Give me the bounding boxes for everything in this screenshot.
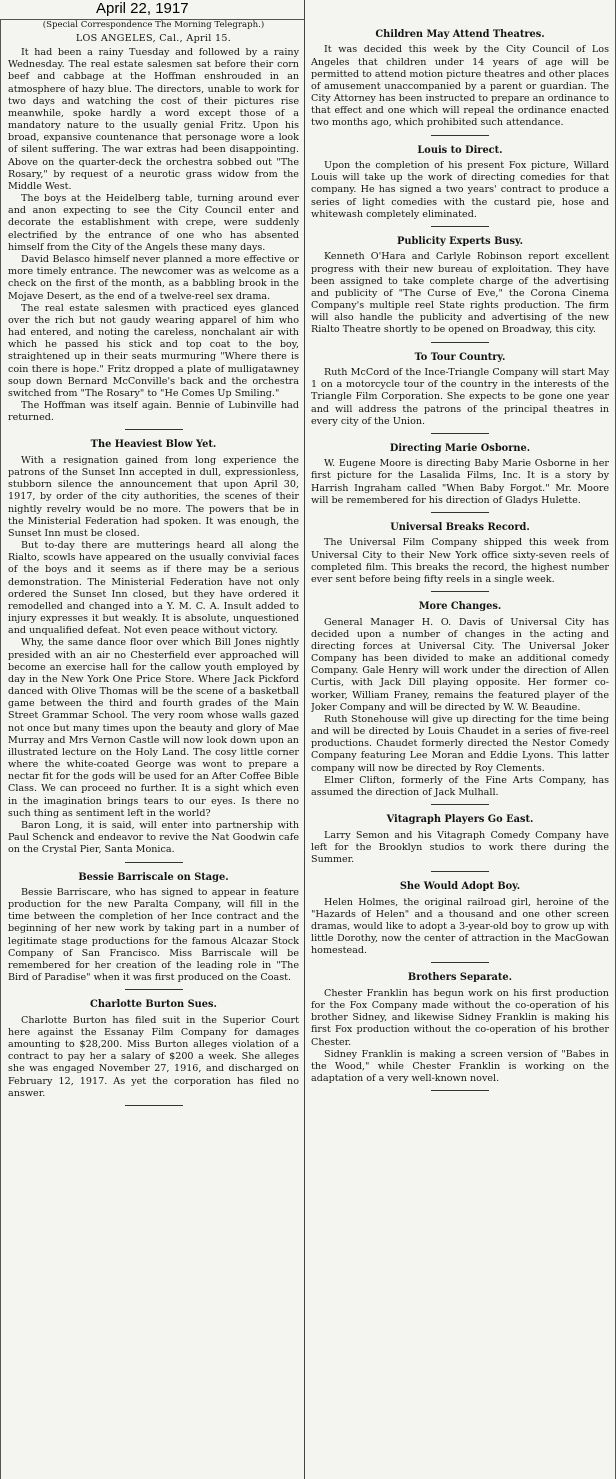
- article-brothers-separate: [311, 972, 609, 1091]
- article-separator: [431, 226, 489, 227]
- article-heading: She Would Adopt Boy.: [399, 881, 521, 893]
- article-separator: [125, 862, 183, 863]
- dateline: LOS ANGELES, Cal., April 15.: [75, 32, 232, 44]
- article-she-would-adopt-boy: [311, 881, 609, 963]
- article-children-may-attend-theatres: [311, 29, 609, 136]
- left-articles: [8, 47, 299, 1106]
- article-heading: Bessie Barriscale on Stage.: [78, 871, 229, 883]
- article-separator: [431, 135, 489, 136]
- article-heading: Charlotte Burton Sues.: [90, 999, 217, 1011]
- article-paragraph: It had been a rainy Tuesday and followed by a rainy Wednesday. The real estate salesmen sat before their corn beef and cabbage at the Hoffman enshrouded in an atmosphere of hazy blue. The directors, unable to work for two days and watching the cost of their pictures rise meanwhile, spoke hardly a word except those of a mandatory nature to the usually genial Fritz. Upon his broad, expansive countenance that personage wore a look of silent suffering. The war extras had been disappointing. Above on the quarter-deck the orchestra sobbed out "The Rosary," by request of a neurotic grass widow from the Middle West.: [8, 47, 299, 192]
- article-paragraph: David Belasco himself never planned a more effective or more timely entrance. The newcomer was as welcome as a check on the first of the month, as a babbling brook in the Mojave Desert, as the end of a twelve-reel sex drama.: [8, 254, 299, 302]
- article-heading: The Heaviest Blow Yet.: [90, 439, 217, 451]
- left-column: [8, 20, 299, 1475]
- article-heading: Universal Breaks Record.: [390, 522, 530, 533]
- article-separator: [431, 591, 489, 592]
- byline: (Special Correspondence The Morning Telegraph.): [42, 20, 265, 30]
- article-paragraph: Upon the completion of his present Fox picture, Willard Louis will take up the work of directing comedies for that company. He has signed a two years' contract to produce a series of light comedies with the custard pie, hose and whitewash completely eliminated.: [311, 160, 609, 220]
- article-separator: [431, 433, 489, 434]
- right-column: [311, 20, 609, 1475]
- article-separator: [431, 342, 489, 343]
- article-universal-breaks-record: [311, 522, 609, 592]
- article-paragraph: With a resignation gained from long experience the patrons of the Sunset Inn accepted in dull, expressionless, stubborn silence the announcement that upon April 30, 1917, by order of the city authorities, the scenes of their nightly revelry would be no more. The powers that be in the Ministerial Federation had spoken. It was enough, the Sunset Inn must be closed.: [8, 454, 299, 539]
- article-heading: Brothers Separate.: [407, 972, 513, 984]
- article-paragraph: The boys at the Heidelberg table, turning around ever and anon expecting to see the City Council enter and decorate the establishment with crepe, were suddenly electrified by the entrance of one who has absented himself from the City of the Angels these many days.: [8, 193, 299, 253]
- article-bessie-barriscale-on-stage: [8, 872, 299, 991]
- article-paragraph: Larry Semon and his Vitagraph Comedy Company have left for the Brooklyn studios to work there during the Summer.: [311, 829, 609, 865]
- article-paragraph: W. Eugene Moore is directing Baby Marie Osborne in her first picture for the Lasalida Films, Inc. It is a story by Harrish Ingraham called "When Baby Forgot." Mr. Moore will be remembered for his direction of Gladys Hulette.: [311, 458, 609, 506]
- article-more-changes: [311, 601, 609, 805]
- article-separator: [125, 429, 183, 430]
- column-divider: [304, 0, 305, 1479]
- article-heading: To Tour Country.: [414, 351, 506, 363]
- article-heading: Vitagraph Players Go East.: [386, 814, 534, 826]
- right-articles: [311, 29, 609, 1091]
- frame-border-left: [0, 19, 1, 1479]
- article-paragraph: Ruth McCord of the Ince-Triangle Company will start May 1 on a motorcycle tour of the country in the interests of the Triangle Film Corporation. She expects to be gone one year and will address the patrons of the principal theatres in every city of the Union.: [311, 367, 609, 427]
- article-heading: More Changes.: [418, 601, 502, 613]
- article-louis-to-direct: [311, 145, 609, 227]
- article-publicity-experts-busy: [311, 236, 609, 343]
- article-separator: [431, 871, 489, 872]
- article-paragraph: Why, the same dance floor over which Bill Jones nightly presided with an air no Chesterfield ever approached will become an exercise hall for the callow youth employed by day in the New York One Price Store. Where Jack Pickford danced with Olive Thomas will be the scene of a basketball game between the third and fourth grades of the Main Street Grammar School. The very room whose walls gazed not once but many times upon the beauty and glory of Mae Murray and Mrs Vernon Castle will now look down upon an illustrated lecture on the Holy Land. The cosy little corner where the white-coated George was wont to prepare a nectar fit for the gods will be used for an After Coffee Bible Class. We can proceed no further. It is a sight which even in the imagination brings tears to our eyes. Is there no such thing as sentiment left in the world?: [8, 637, 299, 819]
- article-separator: [431, 804, 489, 805]
- article-separator: [431, 512, 489, 513]
- article-directing-marie-osborne: [311, 443, 609, 513]
- article-paragraph: But to-day there are mutterings heard all along the Rialto, scowls have appeared on the usually convivial faces of the boys and it seems as if there may be a serious demonstration. The Ministerial Federation have not only ordered the Sunset Inn closed, but they have ordered it remodelled and changed into a Y. M. C. A. Insult added to injury expresses it but weakly. It is absolute, unquestioned and unqualified defeat. Not even peace without victory.: [8, 540, 299, 637]
- article-paragraph: The Universal Film Company shipped this week from Universal City to their New York office sixty-seven reels of completed film. This breaks the record, the highest number ever sent before being fifty reels in a single week.: [311, 537, 609, 585]
- article-paragraph: Bessie Barriscare, who has signed to appear in feature production for the new Paralta Company, will fill in the time between the completion of her Ince contract and the beginning of her new work by taking part in a number of legitimate stage productions for the famous Alcazar Stock Company of San Francisco. Miss Barriscale will be remembered for her creation of the leading role in "The Bird of Paradise" when it was first produced on the Coast.: [8, 886, 299, 984]
- article-separator: [125, 1105, 183, 1106]
- article-paragraph: Helen Holmes, the original railroad girl, heroine of the "Hazards of Helen" and a thousand and one other screen dramas, would like to adopt a 3-year-old boy to grow up with little Dorothy, now the center of attraction in the MacGowan homestead.: [311, 896, 609, 957]
- article-paragraph: It was decided this week by the City Council of Los Angeles that children under 14 years of age will be permitted to attend motion picture theatres and other places of amusement unaccompanied by a parent or guardian. The City Attorney has been instructed to prepare an ordinance to that effect and one which will repeal the ordinance enacted two months ago, which prohibited such attendance.: [311, 44, 609, 129]
- article-charlotte-burton-sues: [8, 999, 299, 1106]
- article-paragraph: Sidney Franklin is making a screen version of "Babes in the Wood," while Chester Franklin is working on the adaptation of a very well-known novel.: [311, 1048, 609, 1085]
- article-paragraph: The Hoffman was itself again. Bennie of Lubinville had returned.: [8, 400, 299, 424]
- article-heading: Children May Attend Theatres.: [375, 29, 545, 40]
- article-heading: Louis to Direct.: [417, 144, 503, 156]
- article-separator: [431, 1090, 489, 1091]
- article-opening: [8, 47, 299, 430]
- article-heading: Publicity Experts Busy.: [396, 235, 523, 247]
- article-paragraph: Charlotte Burton has filed suit in the Superior Court here against the Essanay Film Company for damages amounting to $28,200. Miss Burton alleges violation of a contract to pay her a salary of $200 a week. She alleges she was engaged November 27, 1916, and discharged on February 12, 1917. As yet the corporation has filed no answer.: [8, 1014, 299, 1099]
- article-paragraph: Elmer Clifton, formerly of the Fine Arts Company, has assumed the direction of Jack Mulhall.: [311, 774, 609, 798]
- article-separator: [125, 989, 183, 990]
- article-separator: [431, 962, 489, 963]
- article-paragraph: Kenneth O'Hara and Carlyle Robinson report excellent progress with their new bureau of exploitation. They have been assigned to take complete charge of the advertising and publicity of "The Curse of Eve," the Corona Cinema Company's multiple reel State rights production. The firm will also handle the publicity and advertising of the new Rialto Theatre shortly to be opened on Broadway, this city.: [311, 251, 609, 336]
- article-paragraph: General Manager H. O. Davis of Universal City has decided upon a number of changes in the acting and directing forces at Universal City. The Universal Joker Company has been divided to make an additional comedy Company. Gale Henry will work under the direction of Allen Curtis, with Jack Dill playing opposite. Her former co-worker, William Franey, remains the featured player of the Joker Company and will be directed by W. W. Beaudine.: [311, 616, 609, 713]
- article-paragraph: Baron Long, it is said, will enter into partnership with Paul Schenck and endeavor to revive the Nat Goodwin cafe on the Crystal Pier, Santa Monica.: [8, 820, 299, 856]
- page-date: April 22, 1917: [96, 0, 189, 17]
- article-paragraph: Ruth Stonehouse will give up directing for the time being and will be directed by Louis Chaudet in a series of five-reel productions. Chaudet formerly directed the Nestor Comedy Company featuring Lee Moran and Eddie Lyons. This latter company will now be directed by Roy Clements.: [311, 713, 609, 774]
- article-to-tour-country: [311, 352, 609, 434]
- article-the-heaviest-blow-yet: [8, 439, 299, 862]
- article-paragraph: Chester Franklin has begun work on his first production for the Fox Company made without the co-operation of his brother Sidney, and likewise Sidney Franklin is making his first Fox production without the co-operation of his brother Chester.: [311, 987, 609, 1048]
- article-vitagraph-players-go-east: [311, 814, 609, 872]
- article-paragraph: The real estate salesmen with practiced eyes glanced over the rich but not gaudy wearing apparel of him who had entered, and noting the careless, nonchalant air with which he passed his stick and top coat to the boy, straightened up in their seats murmuring "Where there is coin there is hope." Fritz dropped a plate of mulligatawney soup down Bernard McConville's back and the orchestra switched from "The Rosary" to "He Comes Up Smiling.": [8, 302, 299, 399]
- article-heading: Directing Marie Osborne.: [389, 442, 531, 454]
